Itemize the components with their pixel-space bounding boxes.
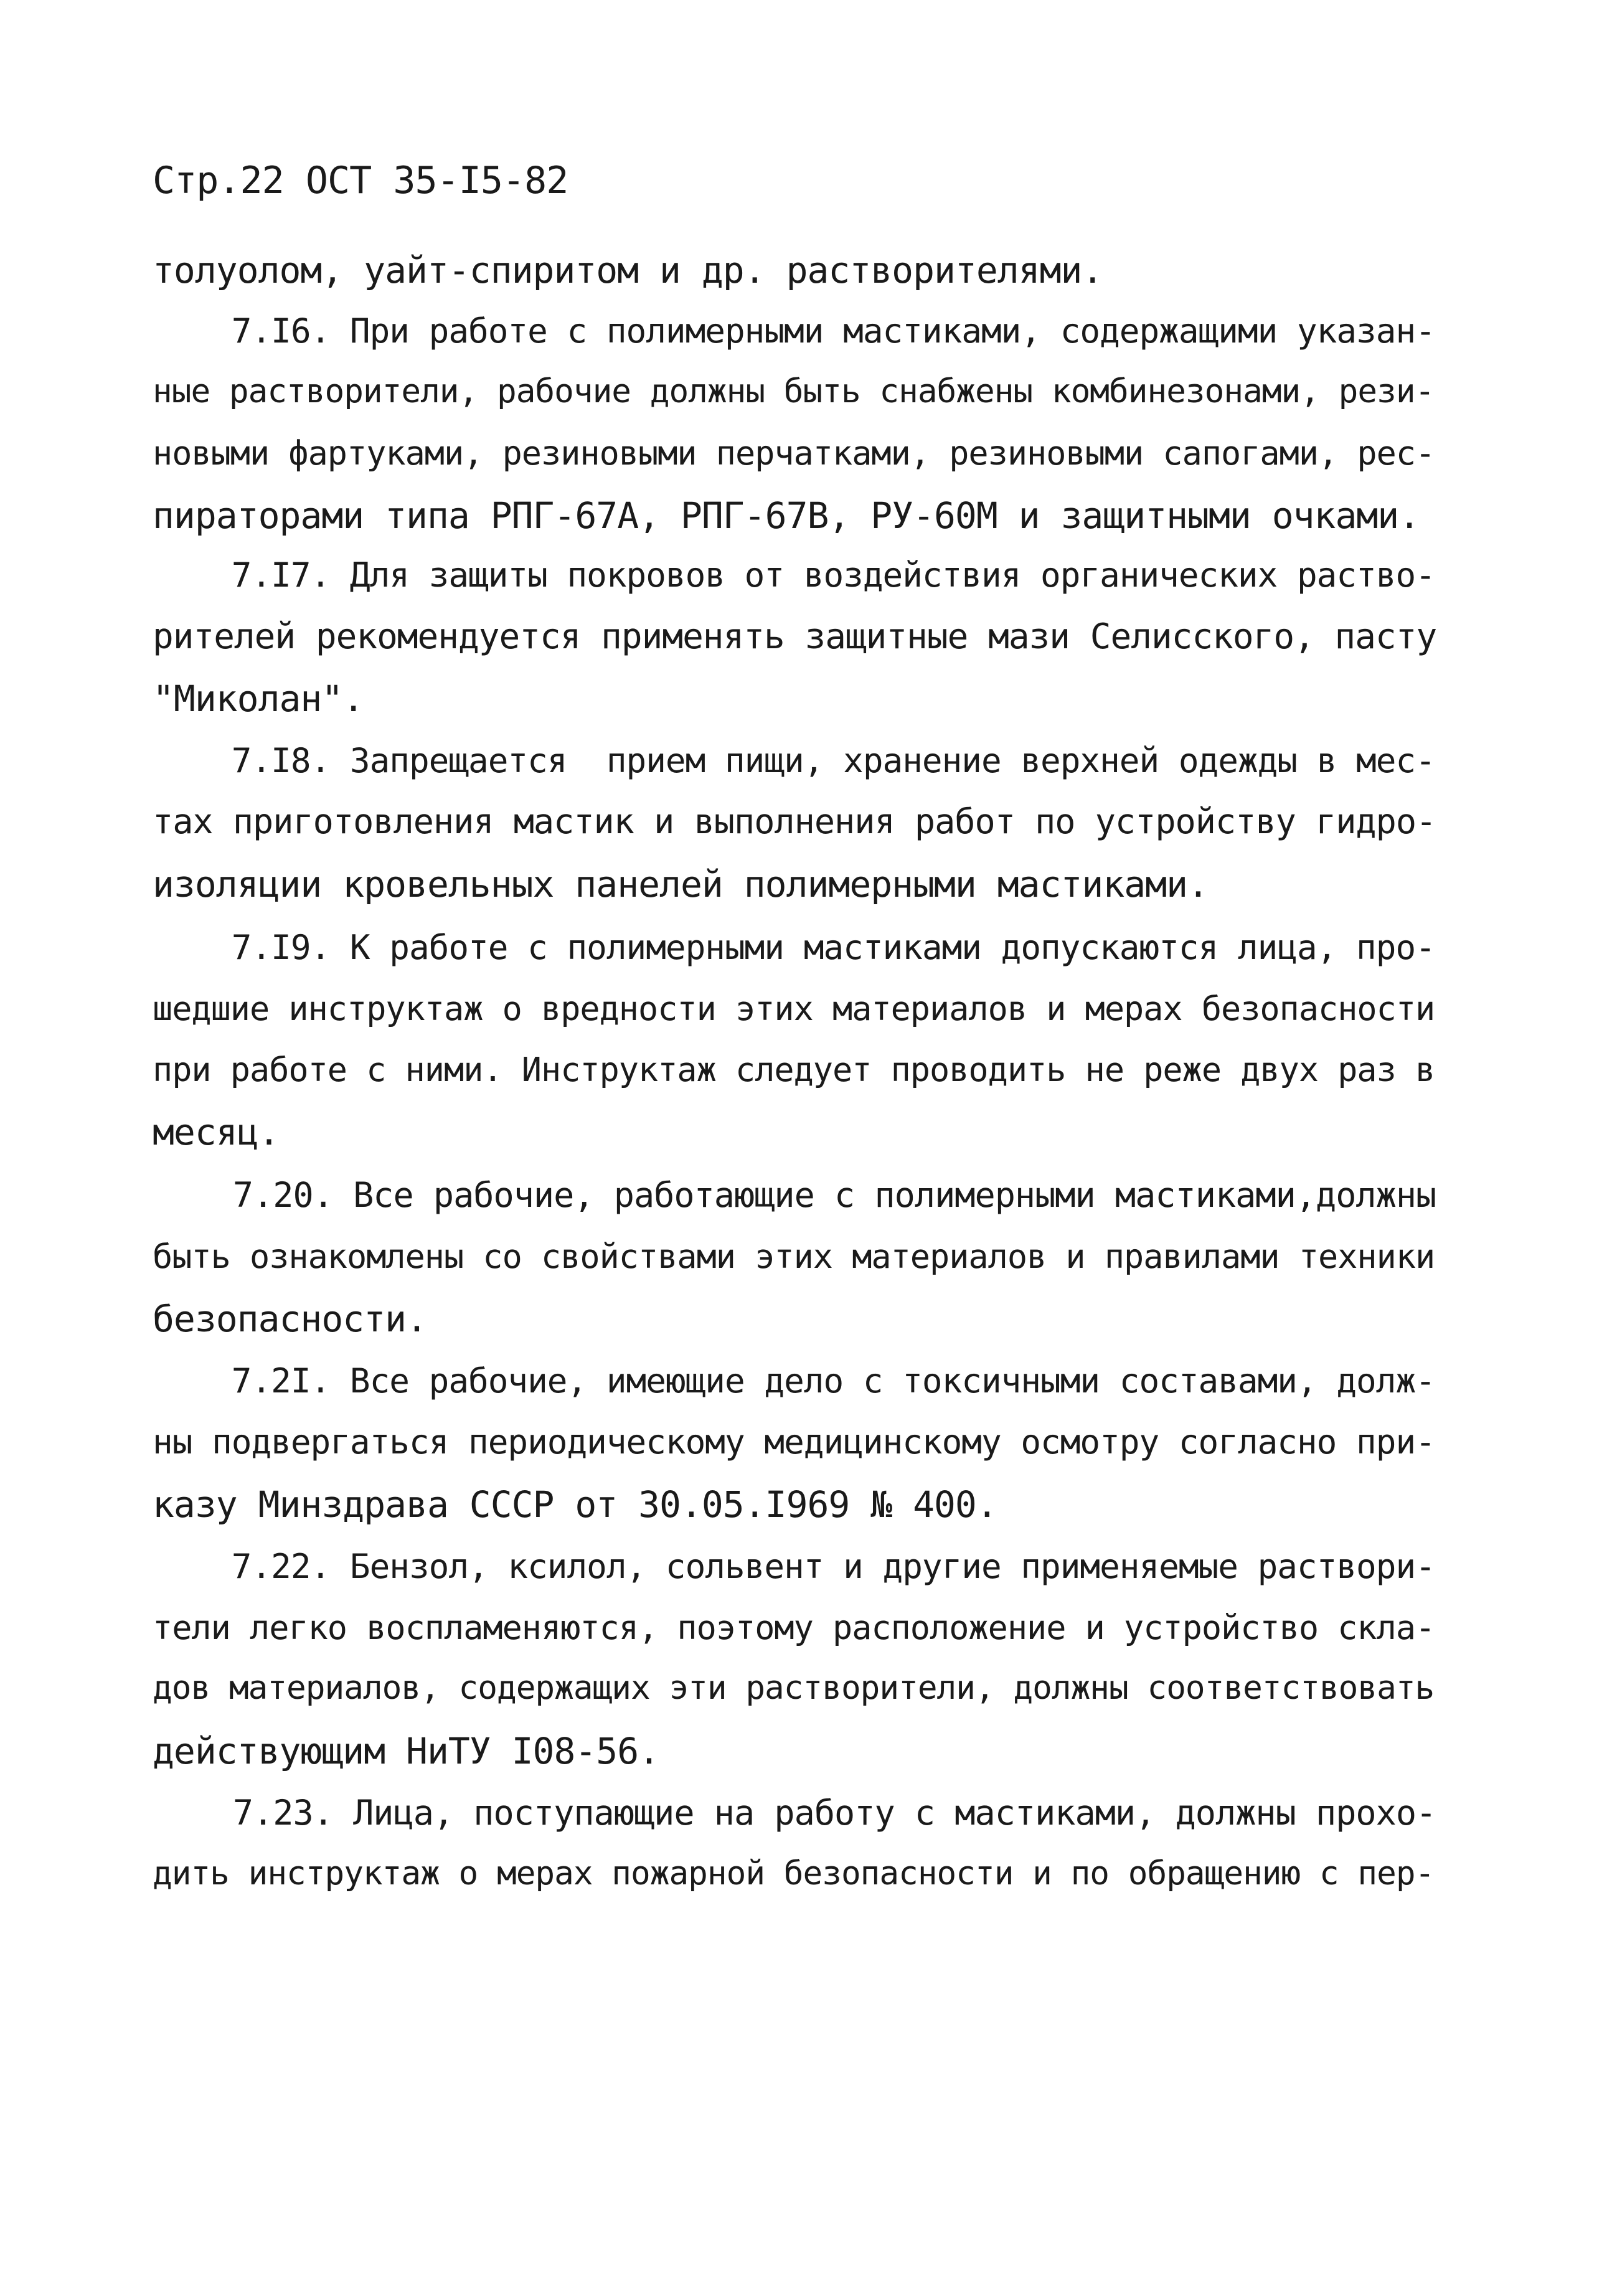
text-line: пираторами типа РПГ-67А, РПГ-67В, РУ-60М и защитными очками. bbox=[153, 494, 1420, 537]
text-line: 7.I9. К работе с полимерными мастиками допускаются лица, про- bbox=[153, 928, 1435, 967]
text-line: дов материалов, содержащих эти растворители, должны соответствовать bbox=[153, 1669, 1435, 1707]
text-line: 7.I7. Для защиты покровов от воздействия органических раство- bbox=[153, 555, 1435, 595]
text-line: рителей рекомендуется применять защитные мази Селисского, пасту bbox=[153, 617, 1437, 657]
text-line: тели легко воспламеняются, поэтому расположение и устройство скла- bbox=[153, 1608, 1435, 1647]
text-line: казу Минздрава СССР от 30.05.I969 № 400. bbox=[153, 1483, 997, 1526]
text-line: изоляции кровельных панелей полимерными мастиками. bbox=[153, 863, 1209, 905]
text-line: 7.22. Бензол, ксилол, сольвент и другие применяемые раствори- bbox=[153, 1547, 1435, 1586]
text-line: 7.2I. Все рабочие, имеющие дело с токсичными составами, долж- bbox=[153, 1361, 1435, 1401]
text-line: безопасности. bbox=[153, 1298, 427, 1340]
text-line: дить инструктаж о мерах пожарной безопасности и по обращению с пер- bbox=[153, 1854, 1435, 1892]
text-line: шедшие инструктаж о вредности этих материалов и мерах безопасности bbox=[153, 989, 1435, 1028]
text-line: месяц. bbox=[153, 1111, 280, 1153]
text-line: действующим НиТУ I08-56. bbox=[153, 1730, 660, 1772]
text-line: ны подвергаться периодическому медицинскому осмотру согласно при- bbox=[153, 1422, 1435, 1462]
text-line: быть ознакомлены со свойствами этих материалов и правилами техники bbox=[153, 1237, 1435, 1276]
text-line: при работе с ними. Инструктаж следует проводить не реже двух раз в bbox=[153, 1050, 1435, 1089]
text-line: ные растворители, рабочие должны быть снабжены комбинезонами, рези- bbox=[153, 372, 1435, 410]
text-line: 7.I6. При работе с полимерными мастиками, содержащими указан- bbox=[153, 311, 1435, 351]
text-line: толуолом, уайт-спиритом и др. растворителями. bbox=[153, 249, 1103, 291]
text-line: 7.23. Лица, поступающие на работу с мастиками, должны прохо- bbox=[153, 1793, 1436, 1833]
text-line: тах приготовления мастик и выполнения работ по устройству гидро- bbox=[153, 802, 1436, 842]
page-header: Стр.22 ОСТ 35-I5-82 bbox=[153, 159, 568, 202]
text-line: новыми фартуками, резиновыми перчатками, резиновыми сапогами, рес- bbox=[153, 433, 1435, 473]
text-line: 7.I8. Запрещается прием пищи, хранение верхней одежды в мес- bbox=[153, 741, 1435, 780]
text-line: "Миколан". bbox=[153, 678, 364, 720]
text-line: 7.20. Все рабочие, работающие с полимерными мастиками,должны bbox=[153, 1176, 1436, 1216]
